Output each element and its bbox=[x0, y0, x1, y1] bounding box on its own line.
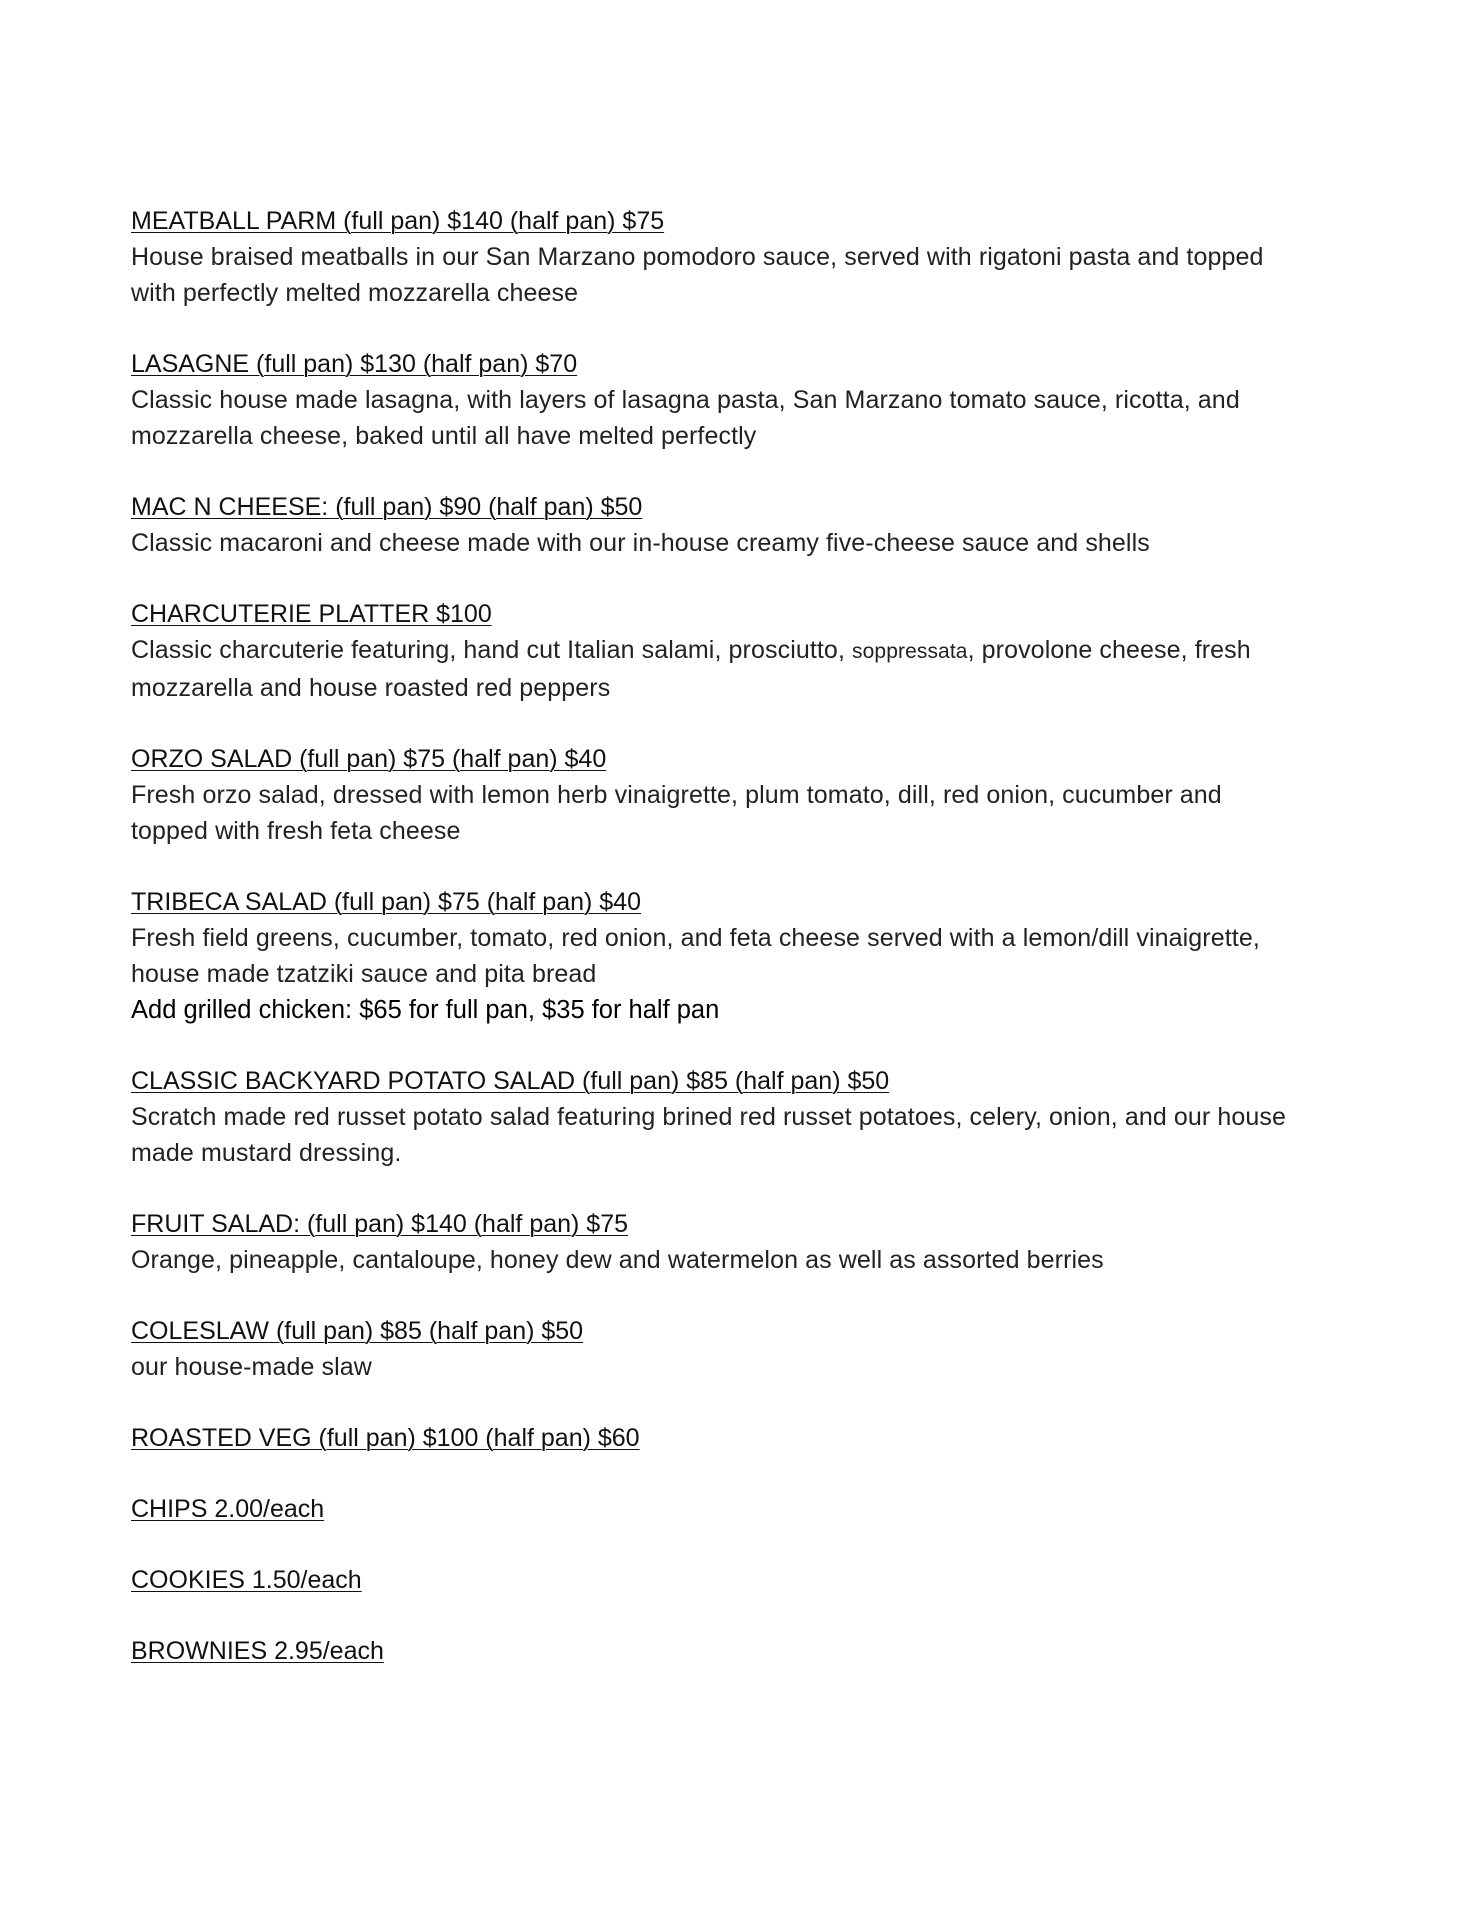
item-title: CHARCUTERIE PLATTER $100 bbox=[131, 600, 492, 628]
catering-menu bbox=[131, 203, 1371, 1704]
description-line: Fresh field greens, cucumber, tomato, red onion, and feta cheese served with a lemon/dill vinaigrette, bbox=[131, 924, 1260, 952]
description-text: Classic charcuterie featuring, hand cut Italian salami, prosciutto, bbox=[131, 636, 853, 664]
description-line: made mustard dressing. bbox=[131, 1139, 402, 1167]
description-line: mozzarella cheese, baked until all have melted perfectly bbox=[131, 422, 757, 450]
item-title: TRIBECA SALAD (full pan) $75 (half pan) $40 bbox=[131, 888, 641, 916]
description-line: with perfectly melted mozzarella cheese bbox=[131, 279, 579, 307]
item-title: CLASSIC BACKYARD POTATO SALAD (full pan) $85 (half pan) $50 bbox=[131, 1067, 890, 1095]
menu-item-orzo-salad bbox=[131, 741, 1371, 849]
menu-item-chips bbox=[131, 1491, 1371, 1527]
menu-item-meatball-parm bbox=[131, 203, 1371, 311]
item-addon: Add grilled chicken: $65 for full pan, $35 for half pan bbox=[131, 996, 720, 1024]
item-title: ORZO SALAD (full pan) $75 (half pan) $40 bbox=[131, 745, 607, 773]
item-description bbox=[131, 632, 1371, 706]
menu-item-brownies bbox=[131, 1633, 1371, 1669]
item-title: ROASTED VEG (full pan) $100 (half pan) $60 bbox=[131, 1424, 640, 1452]
menu-item-fruit-salad bbox=[131, 1206, 1371, 1278]
menu-item-tribeca-salad bbox=[131, 884, 1371, 1028]
description-line: Classic house made lasagna, with layers of lasagna pasta, San Marzano tomato sauce, ricotta, and bbox=[131, 386, 1240, 414]
description-text-small: soppressata bbox=[852, 640, 968, 663]
description-line: house made tzatziki sauce and pita bread bbox=[131, 960, 597, 988]
description-line: mozzarella and house roasted red peppers bbox=[131, 674, 611, 702]
menu-item-roasted-veg bbox=[131, 1420, 1371, 1456]
item-title: BROWNIES 2.95/each bbox=[131, 1637, 384, 1665]
menu-item-lasagne bbox=[131, 346, 1371, 454]
item-description bbox=[131, 1349, 1371, 1385]
menu-item-coleslaw bbox=[131, 1313, 1371, 1385]
description-line: topped with fresh feta cheese bbox=[131, 817, 461, 845]
description-line: Orange, pineapple, cantaloupe, honey dew and watermelon as well as assorted berries bbox=[131, 1246, 1104, 1274]
item-title: LASAGNE (full pan) $130 (half pan) $70 bbox=[131, 350, 578, 378]
item-description bbox=[131, 1099, 1371, 1171]
item-description bbox=[131, 525, 1371, 561]
menu-item-potato-salad bbox=[131, 1063, 1371, 1171]
item-title: COLESLAW (full pan) $85 (half pan) $50 bbox=[131, 1317, 584, 1345]
item-description bbox=[131, 777, 1371, 849]
item-description bbox=[131, 239, 1371, 311]
description-line: Classic macaroni and cheese made with our in-house creamy five-cheese sauce and shells bbox=[131, 529, 1150, 557]
description-line: our house-made slaw bbox=[131, 1353, 372, 1381]
item-title: COOKIES 1.50/each bbox=[131, 1566, 362, 1594]
item-title: CHIPS 2.00/each bbox=[131, 1495, 325, 1523]
item-description bbox=[131, 1242, 1371, 1278]
menu-item-cookies bbox=[131, 1562, 1371, 1598]
menu-item-charcuterie-platter bbox=[131, 596, 1371, 706]
menu-item-mac-n-cheese bbox=[131, 489, 1371, 561]
description-line: Fresh orzo salad, dressed with lemon herb vinaigrette, plum tomato, dill, red onion, cucumber and bbox=[131, 781, 1222, 809]
item-title: MAC N CHEESE: (full pan) $90 (half pan) $50 bbox=[131, 493, 643, 521]
item-description bbox=[131, 382, 1371, 454]
description-line: Scratch made red russet potato salad featuring brined red russet potatoes, celery, onion, and our house bbox=[131, 1103, 1286, 1131]
item-title: MEATBALL PARM (full pan) $140 (half pan) $75 bbox=[131, 207, 665, 235]
item-description bbox=[131, 920, 1371, 992]
description-text: , provolone cheese, fresh bbox=[967, 636, 1251, 664]
description-line bbox=[131, 632, 1371, 670]
description-line: House braised meatballs in our San Marzano pomodoro sauce, served with rigatoni pasta and topped bbox=[131, 243, 1264, 271]
item-title: FRUIT SALAD: (full pan) $140 (half pan) $75 bbox=[131, 1210, 629, 1238]
